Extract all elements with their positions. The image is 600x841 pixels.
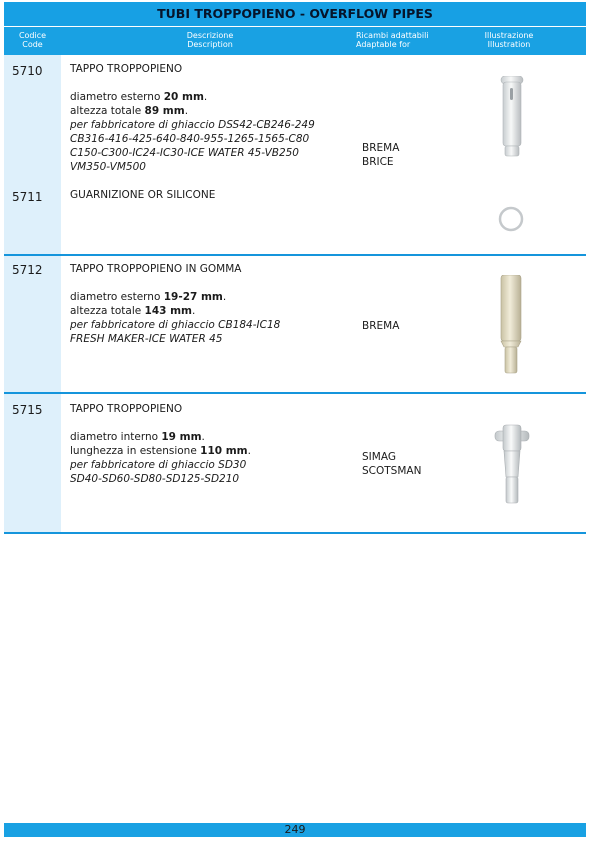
header-adapt-en: Adaptable for	[356, 40, 411, 49]
header-code-en: Code	[22, 40, 43, 49]
item-spec-1: diametro interno 19 mm.	[70, 431, 205, 443]
item-code: 5715	[12, 403, 43, 417]
item-name: TAPPO TROPPOPIENO IN GOMMA	[70, 263, 242, 275]
item-description	[70, 262, 360, 346]
code-column-background	[4, 55, 61, 533]
brand: SCOTSMAN	[362, 465, 422, 477]
item-name: TAPPO TROPPOPIENO	[70, 63, 183, 75]
page-title: TUBI TROPPOPIENO - OVERFLOW PIPES	[4, 2, 586, 26]
header-illus-en: Illustration	[487, 40, 531, 49]
item-note-line: SD40-SD60-SD80-SD125-SD210	[70, 473, 240, 485]
item-spec-2: altezza totale 143 mm.	[70, 305, 196, 317]
extension-overflow-pipe-image	[493, 423, 531, 511]
item-spec-1: diametro esterno 20 mm.	[70, 91, 208, 103]
item-brands	[362, 141, 399, 169]
header-illustration	[474, 31, 544, 49]
item-name: GUARNIZIONE OR SILICONE	[70, 189, 216, 201]
header-code-it: Codice	[18, 31, 47, 40]
header-code	[4, 31, 61, 49]
item-spec-2: lunghezza in estensione 110 mm.	[70, 445, 251, 457]
white-overflow-cap-image	[497, 76, 527, 162]
rubber-overflow-cap-image	[498, 275, 524, 379]
item-code: 5712	[12, 263, 43, 277]
brand: BREMA	[362, 142, 400, 154]
item-note-line: C150-C300-IC24-IC30-ICE WATER 45-VB250	[70, 147, 299, 159]
header-adaptable	[356, 31, 456, 49]
item-note-line: per fabbricatore di ghiaccio CB184-IC18	[70, 319, 281, 331]
item-note-line: FRESH MAKER-ICE WATER 45	[70, 333, 223, 345]
item-note-line: per fabbricatore di ghiaccio DSS42-CB246-249	[70, 119, 315, 131]
item-spec-1: diametro esterno 19-27 mm.	[70, 291, 227, 303]
row-separator	[4, 392, 586, 394]
header-description	[61, 31, 359, 49]
page-number: 249	[4, 823, 586, 837]
item-description	[70, 62, 360, 174]
brand: SIMAG	[362, 451, 396, 463]
item-note-line: VM350-VM500	[70, 161, 146, 173]
silicone-o-ring-image	[497, 206, 525, 236]
table-header	[4, 27, 586, 55]
brand: BREMA	[362, 320, 400, 332]
item-note-line: per fabbricatore di ghiaccio SD30	[70, 459, 247, 471]
item-brands	[362, 450, 421, 478]
item-spec-2: altezza totale 89 mm.	[70, 105, 189, 117]
item-brands	[362, 319, 399, 333]
row-separator	[4, 532, 586, 534]
item-code: 5711	[12, 190, 43, 204]
item-note-line: CB316-416-425-640-840-955-1265-1565-C80	[70, 133, 310, 145]
row-separator	[4, 254, 586, 256]
item-code: 5710	[12, 64, 43, 78]
item-name: TAPPO TROPPOPIENO	[70, 403, 183, 415]
header-illus-it: Illustrazione	[484, 31, 534, 40]
header-desc-en: Description	[187, 40, 233, 49]
item-description	[70, 402, 360, 486]
header-desc-it: Descrizione	[186, 31, 234, 40]
header-adapt-it: Ricambi adattabili	[356, 31, 429, 40]
brand: BRICE	[362, 156, 394, 168]
item-description	[70, 188, 360, 202]
